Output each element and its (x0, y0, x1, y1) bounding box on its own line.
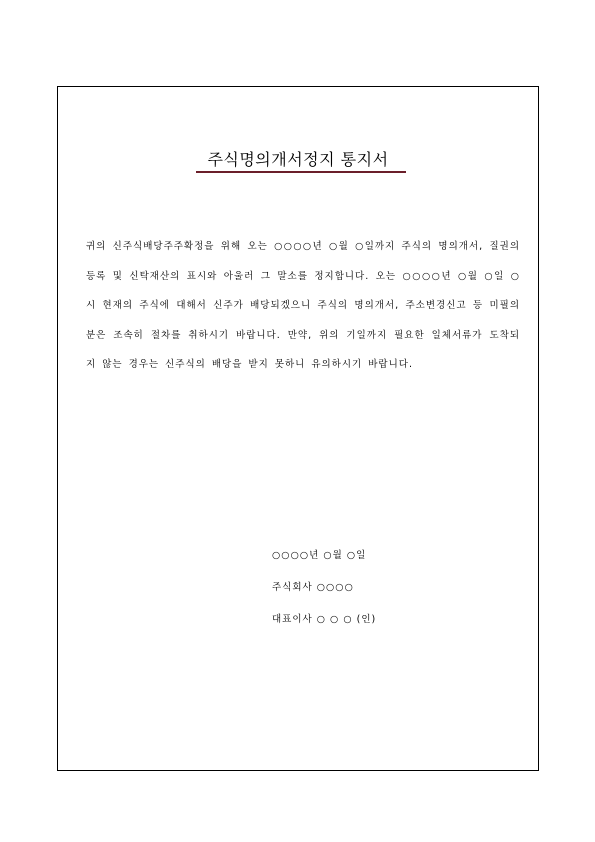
document-frame (57, 86, 539, 771)
title-underline (196, 171, 406, 173)
signature-date: ○○○○년 ○월 ○일 (272, 550, 367, 561)
signature-representative: 대표이사 ○ ○ ○ (인) (272, 614, 377, 625)
signature-company: 주식회사 ○○○○ (272, 582, 354, 593)
title-container (58, 147, 538, 170)
document-title: 주식명의개서정지 통지서 (207, 150, 389, 169)
notice-body: 귀의 신주식배당주주확정을 위해 오는 ○○○○년 ○월 ○일까지 주식의 명의개서, 질권의 등록 및 신탁재산의 표시와 아울러 그 말소를 정지합니다. 오는 ○○○○년 ○월 ○일 ○시 현재의 주식에 대해서 신주가 배당되겠으니 주식의 명의개서, 주소변경신고 등 미필의 분은 조속히 절차를 취하시기 바랍니다. 만약, 위의 기일까지 필요한 일체서류가 도착되지 않는 경우는 신주식의 배당을 받지 못하니 유의하시기 바랍니다. (86, 241, 520, 370)
